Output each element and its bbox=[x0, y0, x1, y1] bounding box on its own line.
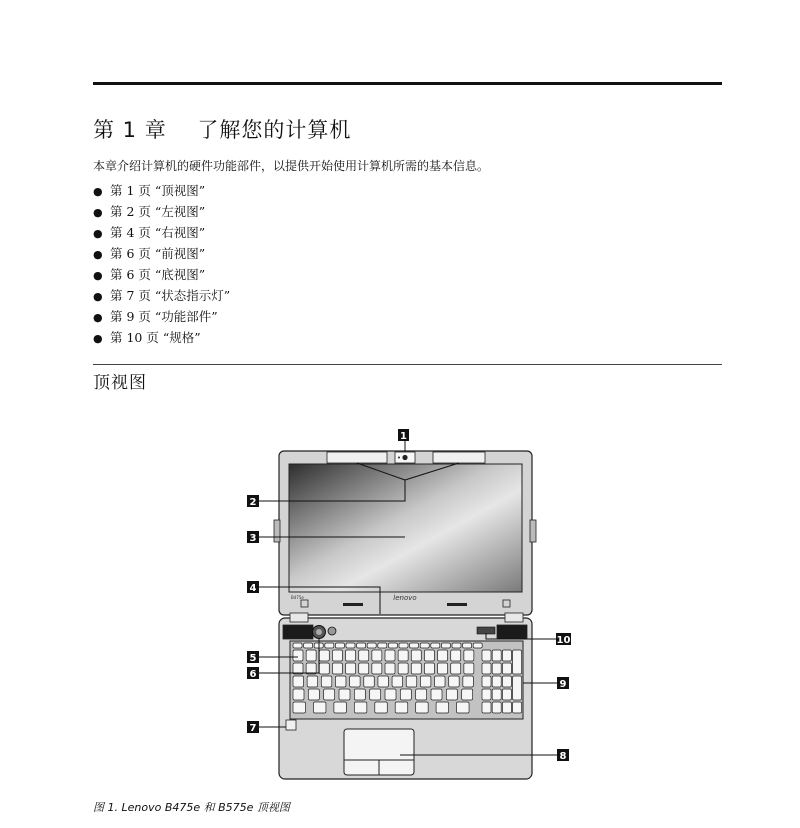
callout-7 bbox=[247, 721, 259, 734]
key bbox=[513, 676, 522, 700]
key bbox=[464, 650, 474, 661]
callout-6 bbox=[247, 667, 259, 680]
key bbox=[424, 650, 434, 661]
key bbox=[424, 663, 434, 674]
key bbox=[372, 650, 382, 661]
svg-text:5: 5 bbox=[249, 653, 257, 664]
key bbox=[321, 676, 332, 687]
key bbox=[375, 702, 388, 713]
key bbox=[463, 676, 474, 687]
callout-9 bbox=[557, 677, 569, 690]
callout-10 bbox=[556, 633, 571, 646]
bullet-icon: ● bbox=[93, 185, 103, 198]
toc-page: 第 6 页 bbox=[110, 267, 151, 282]
camera-icon bbox=[402, 455, 407, 460]
key bbox=[441, 643, 450, 648]
key bbox=[308, 689, 319, 700]
key bbox=[411, 650, 421, 661]
key bbox=[395, 702, 408, 713]
key bbox=[385, 689, 396, 700]
onekey-button bbox=[328, 627, 336, 635]
key bbox=[313, 702, 326, 713]
svg-text:2: 2 bbox=[249, 497, 257, 508]
key bbox=[502, 676, 511, 687]
key bbox=[464, 663, 474, 674]
key bbox=[335, 643, 344, 648]
key bbox=[502, 650, 511, 661]
key bbox=[319, 663, 329, 674]
key bbox=[385, 663, 395, 674]
key bbox=[492, 650, 501, 661]
key bbox=[410, 643, 419, 648]
key bbox=[306, 650, 316, 661]
key bbox=[293, 702, 306, 713]
callout-2 bbox=[247, 495, 259, 508]
key bbox=[416, 702, 429, 713]
key bbox=[416, 689, 427, 700]
key bbox=[431, 689, 442, 700]
key bbox=[482, 702, 491, 713]
bullet-icon: ● bbox=[93, 206, 103, 219]
key bbox=[451, 663, 461, 674]
toc-page: 第 9 页 bbox=[110, 309, 151, 324]
status-indicators bbox=[477, 627, 495, 634]
svg-text:10: 10 bbox=[556, 635, 571, 646]
key bbox=[346, 650, 356, 661]
figure-caption: 图 1. Lenovo B475e 和 B575e 顶视图 bbox=[93, 801, 290, 814]
toc-page: 第 6 页 bbox=[110, 246, 151, 261]
svg-text:6: 6 bbox=[249, 669, 257, 680]
key bbox=[350, 676, 361, 687]
callout-3 bbox=[247, 531, 259, 544]
key bbox=[513, 702, 522, 713]
bullet-icon: ● bbox=[93, 269, 103, 282]
key bbox=[492, 689, 501, 700]
speaker-grille-left bbox=[283, 625, 313, 639]
key bbox=[473, 643, 482, 648]
key bbox=[354, 689, 365, 700]
callout-5 bbox=[247, 651, 259, 664]
toc-page: 第 7 页 bbox=[110, 288, 151, 303]
bullet-icon: ● bbox=[93, 332, 103, 345]
key bbox=[293, 689, 304, 700]
key bbox=[304, 643, 313, 648]
key bbox=[411, 663, 421, 674]
key bbox=[335, 676, 346, 687]
key bbox=[339, 689, 350, 700]
key bbox=[482, 650, 491, 661]
key bbox=[346, 643, 355, 648]
key bbox=[502, 663, 511, 674]
key bbox=[372, 663, 382, 674]
key bbox=[307, 676, 318, 687]
key bbox=[446, 689, 457, 700]
key bbox=[346, 663, 356, 674]
key bbox=[332, 650, 342, 661]
mic-icon bbox=[398, 457, 400, 459]
laptop-lid bbox=[274, 451, 536, 615]
toc-label: “顶视图” bbox=[154, 183, 206, 198]
key bbox=[420, 676, 431, 687]
chapter-title: 第 1 章 了解您的计算机 bbox=[93, 118, 352, 142]
callout-4 bbox=[247, 581, 259, 594]
laptop-base bbox=[279, 613, 532, 779]
antenna-right bbox=[433, 452, 485, 463]
key bbox=[319, 650, 329, 661]
key bbox=[334, 702, 347, 713]
toc-label: “规格” bbox=[162, 330, 201, 345]
key bbox=[325, 643, 334, 648]
toc-label: “前视图” bbox=[154, 246, 206, 261]
key bbox=[400, 689, 411, 700]
callout-8 bbox=[557, 749, 569, 762]
key bbox=[482, 689, 491, 700]
key bbox=[385, 650, 395, 661]
fingerprint-reader bbox=[286, 720, 296, 730]
key bbox=[293, 643, 302, 648]
svg-text:9: 9 bbox=[559, 679, 567, 690]
key bbox=[354, 702, 367, 713]
bullet-icon: ● bbox=[93, 290, 103, 303]
key bbox=[502, 702, 511, 713]
key bbox=[431, 643, 440, 648]
brand-logo: lenovo bbox=[393, 594, 417, 602]
svg-text:3: 3 bbox=[249, 533, 257, 544]
toc-label: “底视图” bbox=[154, 267, 206, 282]
key bbox=[502, 689, 511, 700]
key bbox=[359, 650, 369, 661]
bullet-icon: ● bbox=[93, 248, 103, 261]
key bbox=[398, 663, 408, 674]
key bbox=[293, 663, 303, 674]
svg-text:7: 7 bbox=[249, 723, 257, 734]
hinge-bump bbox=[343, 603, 363, 606]
toc-label: “状态指示灯” bbox=[154, 288, 231, 303]
key bbox=[357, 643, 366, 648]
toc-label: “左视图” bbox=[154, 204, 206, 219]
antenna-left bbox=[327, 452, 387, 463]
key bbox=[324, 689, 335, 700]
intro-paragraph: 本章介绍计算机的硬件功能部件，以提供开始使用计算机所需的基本信息。 bbox=[93, 159, 490, 173]
toc-page: 第 4 页 bbox=[110, 225, 151, 240]
key bbox=[482, 676, 491, 687]
section-title: 顶视图 bbox=[93, 373, 147, 393]
key bbox=[388, 643, 397, 648]
bullet-icon: ● bbox=[93, 311, 103, 324]
key bbox=[306, 663, 316, 674]
key bbox=[398, 650, 408, 661]
key bbox=[492, 676, 501, 687]
svg-text:4: 4 bbox=[249, 583, 257, 594]
key bbox=[451, 650, 461, 661]
speaker-grille-right bbox=[497, 625, 527, 639]
key bbox=[435, 676, 446, 687]
key bbox=[452, 643, 461, 648]
toc-label: “右视图” bbox=[154, 225, 206, 240]
key bbox=[293, 650, 303, 661]
key bbox=[367, 643, 376, 648]
key bbox=[438, 650, 448, 661]
key bbox=[392, 676, 403, 687]
key bbox=[462, 689, 473, 700]
toc-page: 第 1 页 bbox=[110, 183, 151, 198]
model-badge: B475e bbox=[291, 595, 304, 600]
toc-page: 第 2 页 bbox=[110, 204, 151, 219]
key bbox=[492, 663, 501, 674]
svg-text:8: 8 bbox=[559, 751, 567, 762]
toc-page: 第 10 页 bbox=[110, 330, 159, 345]
toc-label: “功能部件” bbox=[154, 309, 218, 324]
key bbox=[359, 663, 369, 674]
key bbox=[370, 689, 381, 700]
key bbox=[293, 676, 304, 687]
hinge-bump bbox=[447, 603, 467, 606]
key bbox=[399, 643, 408, 648]
callout-1 bbox=[398, 429, 409, 442]
key bbox=[332, 663, 342, 674]
key bbox=[378, 676, 389, 687]
key bbox=[364, 676, 375, 687]
svg-text:1: 1 bbox=[400, 431, 407, 442]
key bbox=[492, 702, 501, 713]
key bbox=[438, 663, 448, 674]
key bbox=[406, 676, 417, 687]
key bbox=[420, 643, 429, 648]
key bbox=[457, 702, 470, 713]
key bbox=[482, 663, 491, 674]
key bbox=[463, 643, 472, 648]
key bbox=[513, 650, 522, 674]
key bbox=[378, 643, 387, 648]
key bbox=[449, 676, 460, 687]
bullet-icon: ● bbox=[93, 227, 103, 240]
key bbox=[436, 702, 449, 713]
